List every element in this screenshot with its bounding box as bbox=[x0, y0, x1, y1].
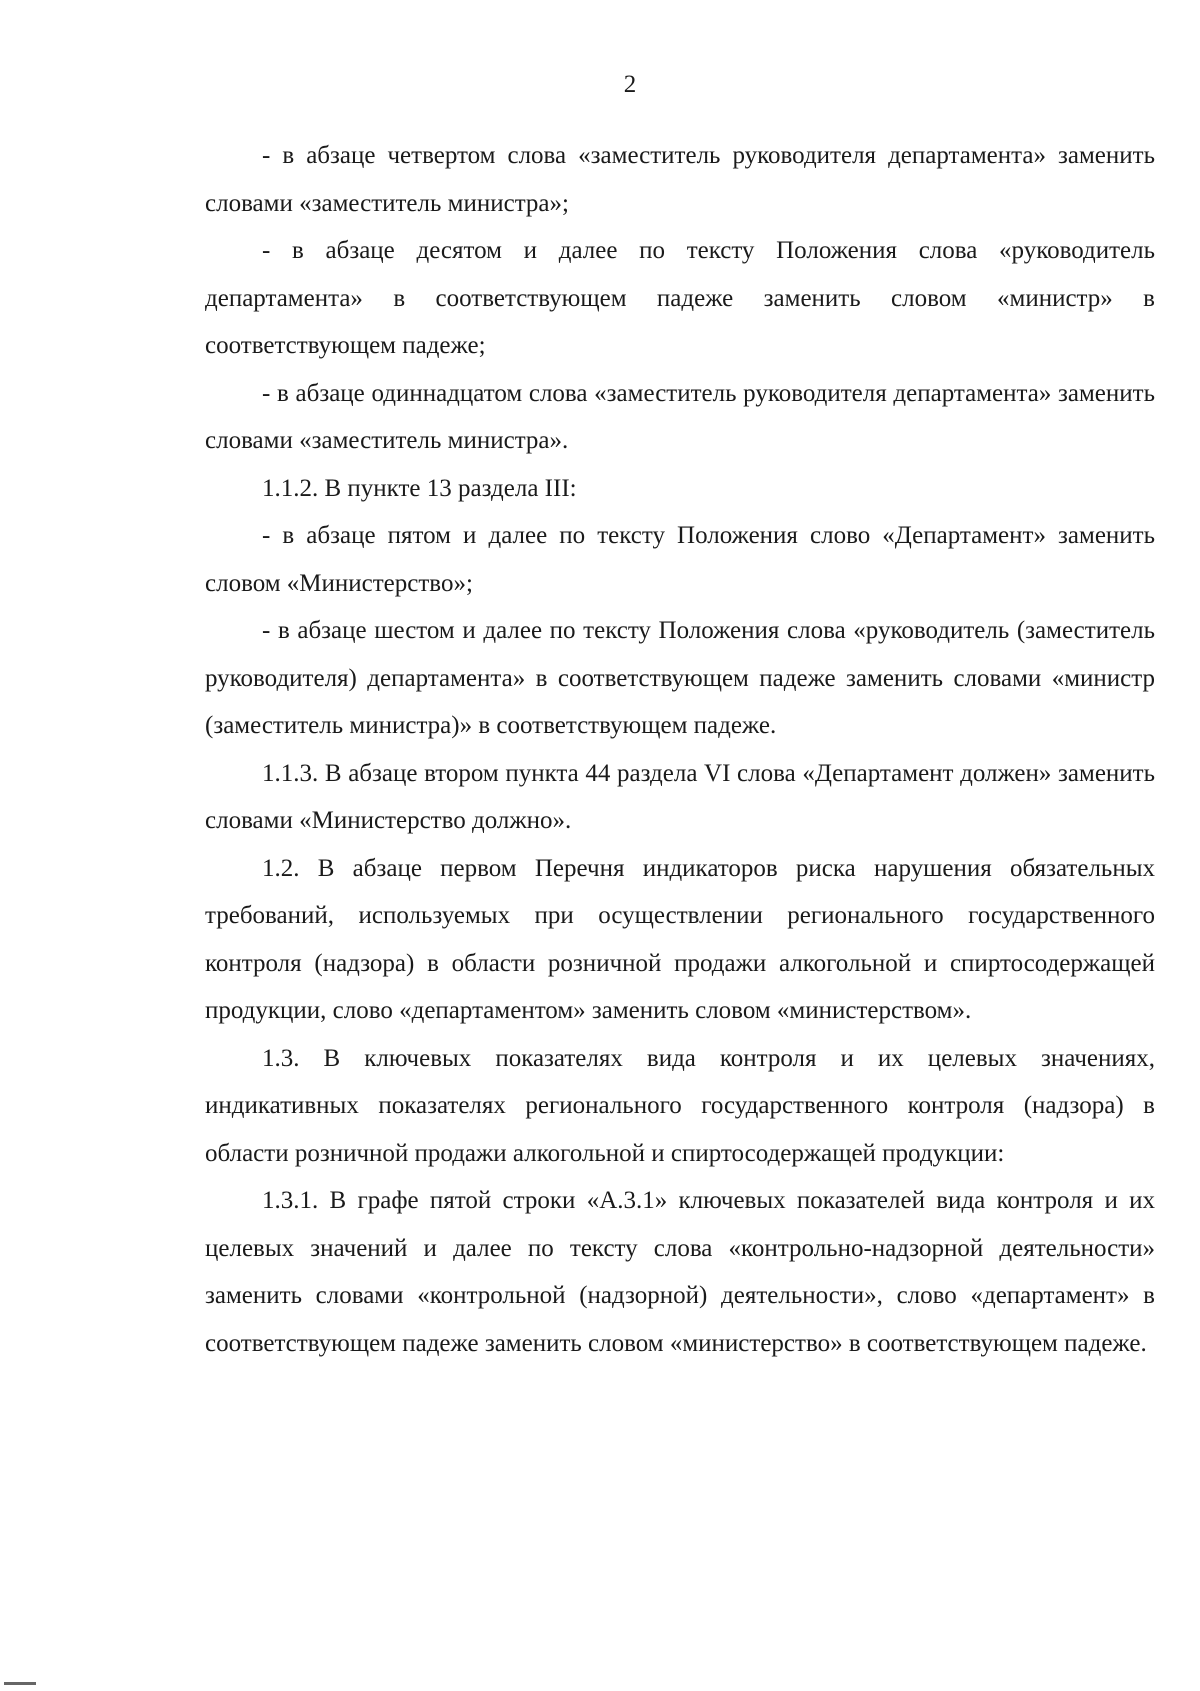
scan-edge-mark bbox=[4, 1682, 36, 1685]
paragraph-10: 1.3.1. В графе пятой строки «А.3.1» ключевых показателей вида контроля и их целевых значений и далее по тексту слова «контрольно-надзорной деятельности» заменить словами «контрольной (надзорной) деятельности», слово «департамент» в соответствующем падеже заменить словом «министерство» в соответствующем падеже. bbox=[205, 1187, 1155, 1357]
paragraph-6: - в абзаце шестом и далее по тексту Положения слова «руководитель (заместитель руководителя) департамента» в соответствующем падеже заменить словами «министр (заместитель министра)» в соответствующем падеже. bbox=[205, 617, 1155, 739]
page-number: 2 bbox=[623, 71, 637, 98]
paragraph-5: - в абзаце пятом и далее по тексту Положения слово «Департамент» заменить словом «Министерство»; bbox=[205, 522, 1155, 597]
paragraph-3: - в абзаце одиннадцатом слова «заместитель руководителя департамента» заменить словами «заместитель министра». bbox=[205, 379, 1155, 454]
paragraph-1: - в абзаце четвертом слова «заместитель руководителя департамента» заменить словами «заместитель министра»; bbox=[205, 142, 1155, 217]
paragraph-9: 1.3. В ключевых показателях вида контроля и их целевых значениях, индикативных показателях регионального государственного контроля (надзора) в области розничной продажи алкогольной и спиртосодержащей продукции: bbox=[205, 1044, 1155, 1167]
paragraph-4: 1.1.2. В пункте 13 раздела III: bbox=[262, 474, 577, 502]
paragraph-2: - в абзаце десятом и далее по тексту Положения слова «руководитель департамента» в соответствующем падеже заменить словом «министр» в соответствующем падеже; bbox=[205, 237, 1155, 359]
paragraph-7: 1.1.3. В абзаце втором пункта 44 раздела VI слова «Департамент должен» заменить словами «Министерство должно». bbox=[205, 759, 1155, 834]
document-body bbox=[205, 132, 1155, 1367]
paragraph-8: 1.2. В абзаце первом Перечня индикаторов риска нарушения обязательных требований, используемых при осуществлении регионального государственного контроля (надзора) в области розничной продажи алкогольной и спиртосодержащей продукции, слово «департаментом» заменить словом «министерством». bbox=[205, 854, 1155, 1024]
